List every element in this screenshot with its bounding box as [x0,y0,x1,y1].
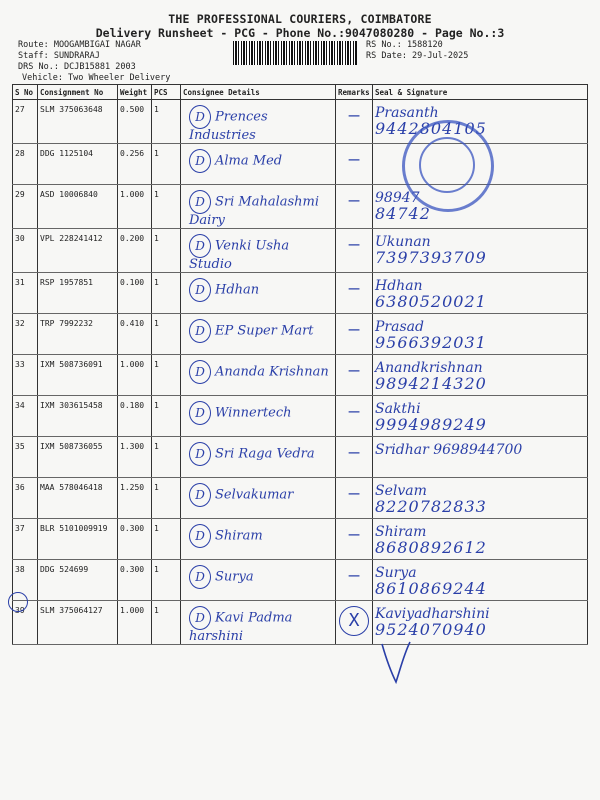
cell-consignee [181,100,336,144]
cell-consignee [181,229,336,273]
cell-sno: 35 [13,437,38,478]
cell-consignment: IXM 303615458 [38,396,118,437]
runsheet-table [12,84,588,645]
cell-sno: 28 [13,144,38,185]
table-header-row [13,85,588,100]
route-label: Route: MOOGAMBIGAI NAGAR [18,40,141,50]
consignee-name: Prences Industries [189,109,268,143]
signature-phone: 9524070940 [375,620,487,639]
cell-consignment: SLM 375064127 [38,601,118,645]
cell-signature [373,519,588,560]
cell-sno: 37 [13,519,38,560]
signature-name: Prasad [375,319,424,335]
delivered-mark-icon: D [189,565,211,589]
cell-sno: 30 [13,229,38,273]
cell-sno: 39 [13,601,38,645]
left-meta [18,40,141,73]
remark-dash: — [348,360,360,381]
cell-pcs: 1 [152,437,181,478]
checkmark-icon [380,640,414,686]
delivered-mark-icon: D [189,105,211,129]
cell-consignment: RSP 1957851 [38,273,118,314]
signature-name: Ukunan [375,234,431,250]
remark-dash: — [348,319,360,340]
delivered-mark-icon: D [189,360,211,384]
consignee-name: Surya [215,569,254,585]
consignee-name: Hdhan [215,282,260,298]
col-signature: Seal & Signature [373,85,588,100]
consignee-name: Alma Med [215,153,283,169]
cell-weight: 1.000 [118,185,152,229]
remark-x: X [339,606,369,636]
cell-weight: 1.000 [118,355,152,396]
cell-weight: 0.300 [118,519,152,560]
vehicle-label: Vehicle: Two Wheeler Delivery [22,73,171,83]
signature-name: Sakthi [375,401,421,417]
consignee-name: Selvakumar [215,487,294,503]
cell-consignment: VPL 228241412 [38,229,118,273]
cell-pcs: 1 [152,314,181,355]
col-consignee: Consignee Details [181,85,336,100]
table-row [13,355,588,396]
table-row [13,519,588,560]
table-row [13,560,588,601]
delivered-mark-icon: D [189,149,211,173]
cell-remarks [336,478,373,519]
seal-stamp [402,120,494,212]
signature-name: Selvam [375,483,427,499]
table-row [13,601,588,645]
cell-pcs: 1 [152,355,181,396]
cell-remarks [336,314,373,355]
signature-phone: 7397393709 [375,248,487,267]
cell-weight: 0.180 [118,396,152,437]
cell-sno: 32 [13,314,38,355]
runsheet-subtitle: Delivery Runsheet - PCG - Phone No.:9047080280 - Page No.:3 [95,26,505,40]
cell-consignee [181,437,336,478]
consignee-name: Ananda Krishnan [215,364,329,380]
cell-consignee [181,478,336,519]
cell-signature [373,314,588,355]
delivered-mark-icon: D [189,606,211,630]
cell-pcs: 1 [152,100,181,144]
cell-pcs: 1 [152,478,181,519]
cell-consignment: IXM 508736055 [38,437,118,478]
cell-consignee [181,314,336,355]
signature-name: Kaviyadharshini [375,606,490,622]
cell-consignment: SLM 375063648 [38,100,118,144]
delivered-mark-icon: D [189,483,211,507]
cell-sno: 36 [13,478,38,519]
cell-remarks [336,273,373,314]
cell-signature [373,229,588,273]
signature-name: Hdhan [375,278,423,294]
cell-remarks [336,396,373,437]
signature-phone: 6380520021 [375,292,487,311]
cell-sno: 29 [13,185,38,229]
table-row [13,396,588,437]
col-consignment: Consignment No [38,85,118,100]
cell-consignment: DDG 524699 [38,560,118,601]
cell-signature [373,396,588,437]
signature-name: Surya [375,565,417,581]
signature-phone: 9894214320 [375,374,487,393]
remark-dash: — [348,190,360,211]
cell-weight: 0.256 [118,144,152,185]
delivered-mark-icon: D [189,319,211,343]
cell-consignment: DDG 1125104 [38,144,118,185]
cell-signature [373,355,588,396]
remark-dash: — [348,234,360,255]
rs-number: RS No.: 1588120 [366,40,443,50]
remark-dash: — [348,483,360,504]
staff-label: Staff: SUNDRARAJ [18,51,100,61]
remark-dash: — [348,278,360,299]
cell-weight: 1.250 [118,478,152,519]
cell-consignee [181,144,336,185]
cell-weight: 0.410 [118,314,152,355]
signature-phone: 84742 [375,204,431,223]
cell-consignee [181,601,336,645]
consignee-name: Shiram [215,528,263,544]
table-row [13,273,588,314]
cell-pcs: 1 [152,273,181,314]
consignee-name: Kavi Padma harshini [189,610,293,644]
cell-consignment: MAA 578046418 [38,478,118,519]
cell-sno: 34 [13,396,38,437]
cell-remarks [336,144,373,185]
circled-serial-mark [8,592,28,612]
cell-pcs: 1 [152,519,181,560]
remark-dash: — [348,105,360,126]
signature-phone: 9994989249 [375,415,487,434]
company-title: THE PROFESSIONAL COURIERS, COIMBATORE [168,12,432,26]
cell-consignee [181,185,336,229]
cell-weight: 1.000 [118,601,152,645]
table-row [13,144,588,185]
signature-phone: 8220782833 [375,497,487,516]
table-row [13,478,588,519]
cell-pcs: 1 [152,560,181,601]
cell-remarks [336,601,373,645]
signature-name: 98947 [375,190,420,206]
consignee-name: EP Super Mart [215,323,314,339]
cell-weight: 1.300 [118,437,152,478]
delivered-mark-icon: D [189,190,211,214]
table-row [13,229,588,273]
delivered-mark-icon: D [189,401,211,425]
cell-remarks [336,519,373,560]
cell-remarks [336,437,373,478]
col-pcs: PCS [152,85,181,100]
barcode [233,41,357,65]
signature-name: Prasanth [375,105,439,121]
cell-sno: 31 [13,273,38,314]
cell-consignee [181,560,336,601]
cell-consignee [181,519,336,560]
delivered-mark-icon: D [189,524,211,548]
cell-pcs: 1 [152,144,181,185]
consignee-name: Sri Mahalashmi Dairy [189,194,320,228]
cell-weight: 0.100 [118,273,152,314]
table-row [13,314,588,355]
delivered-mark-icon: D [189,234,211,258]
remark-dash: — [348,149,360,170]
cell-weight: 0.200 [118,229,152,273]
cell-weight: 0.300 [118,560,152,601]
cell-remarks [336,355,373,396]
table-row [13,100,588,144]
col-weight: Weight [118,85,152,100]
delivered-mark-icon: D [189,278,211,302]
cell-signature [373,560,588,601]
col-sno: S No [13,85,38,100]
cell-consignment: IXM 508736091 [38,355,118,396]
cell-consignment: BLR 5101009919 [38,519,118,560]
signature-phone: 8610869244 [375,579,487,598]
cell-signature [373,273,588,314]
signature-phone: 8680892612 [375,538,487,557]
remark-dash: — [348,401,360,422]
signature-phone: 9566392031 [375,333,487,352]
signature-phone: 9442804105 [375,119,487,138]
right-meta [366,40,468,62]
cell-sno: 27 [13,100,38,144]
remark-dash: — [348,442,360,463]
signature-name: Shiram [375,524,427,540]
cell-consignee [181,396,336,437]
signature-name: Sridhar 9698944700 [375,442,523,458]
cell-consignment: ASD 10006840 [38,185,118,229]
cell-signature [373,601,588,645]
cell-weight: 0.500 [118,100,152,144]
table-body [13,100,588,645]
cell-pcs: 1 [152,185,181,229]
cell-remarks [336,560,373,601]
consignee-name: Sri Raga Vedra [215,446,315,462]
remark-dash: — [348,565,360,586]
cell-remarks [336,229,373,273]
drs-label: DRS No.: DCJB15881 2003 [18,62,136,72]
cell-consignee [181,355,336,396]
table-row [13,437,588,478]
remark-dash: — [348,524,360,545]
cell-consignment: TRP 7992232 [38,314,118,355]
consignee-name: Venki Usha Studio [189,238,290,272]
cell-pcs: 1 [152,396,181,437]
consignee-name: Winnertech [215,405,292,421]
cell-pcs: 1 [152,601,181,645]
cell-remarks [336,185,373,229]
table-row [13,185,588,229]
cell-sno: 38 [13,560,38,601]
signature-name: Anandkrishnan [375,360,483,376]
cell-consignee [181,273,336,314]
cell-signature [373,478,588,519]
cell-pcs: 1 [152,229,181,273]
cell-sno: 33 [13,355,38,396]
col-remarks: Remarks [336,85,373,100]
rs-date: RS Date: 29-Jul-2025 [366,51,469,61]
cell-signature [373,437,588,478]
cell-remarks [336,100,373,144]
delivered-mark-icon: D [189,442,211,466]
